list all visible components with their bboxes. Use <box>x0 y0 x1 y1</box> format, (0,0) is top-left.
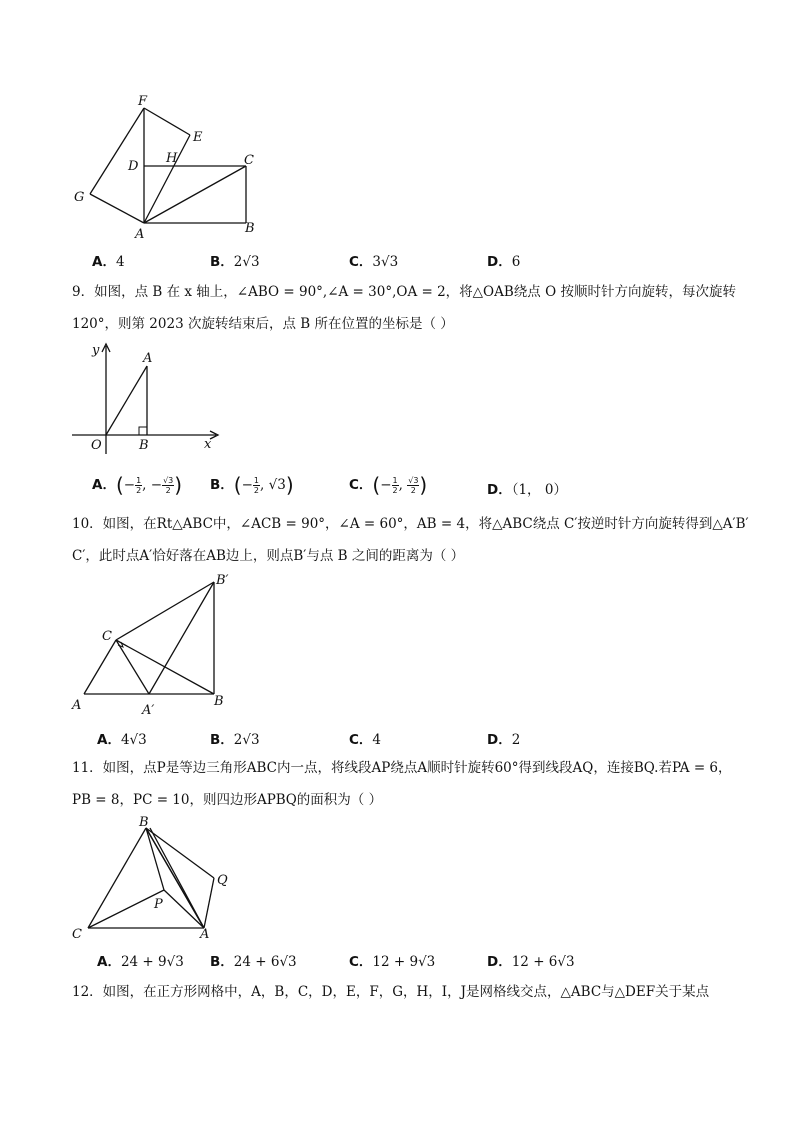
label-D: D <box>128 159 139 174</box>
q11-option-d-letter: D． <box>487 954 512 970</box>
q8-option-c-letter: C． <box>349 254 373 270</box>
q9-option-b-letter: B． <box>210 477 234 493</box>
figure-q11 <box>66 812 246 948</box>
q11-option-b[interactable] <box>210 950 297 970</box>
q9-option-a[interactable]: A．(− $\frac{1}{2}$ , − $\frac{√3}{2}$ ) <box>92 473 183 497</box>
label-H: H <box>166 151 178 166</box>
q10-label-B-prime: B′ <box>216 573 229 588</box>
q8-option-b-letter: B． <box>210 254 234 270</box>
q11-label-C: C <box>72 927 82 942</box>
q10-option-d-letter: D． <box>487 732 512 748</box>
q9-label-y: y <box>92 343 100 358</box>
q8-option-b-value: 2√3 <box>233 254 260 270</box>
q10-label-A: A <box>72 698 82 713</box>
label-B: B <box>245 221 255 236</box>
q8-option-a-letter: A． <box>92 254 116 270</box>
q9-option-c-frac1: $\frac{1}{2}$ <box>392 475 398 495</box>
q11-option-d[interactable] <box>487 950 575 970</box>
q8-option-d-value: 6 <box>511 254 521 270</box>
q11-option-a-letter: A． <box>97 954 121 970</box>
q9-option-b-second: √3 <box>268 477 286 493</box>
q11-label-B: B <box>139 815 149 830</box>
q9-stem-line2: 120°，则第 2023 次旋转结束后，点 B 所在位置的坐标是（ ） <box>72 316 454 332</box>
q10-option-a-value: 4√3 <box>120 732 147 748</box>
q9-option-b[interactable]: B．(− $\frac{1}{2}$ , √3) <box>210 473 294 497</box>
q9-option-a-sign1: − <box>123 477 136 493</box>
q10-stem-line1: 10．如图，在Rt△ABC中，∠ACB = 90°，∠A = 60°，AB = 4，将△ABC绕点 C′按逆时针方向旋转得到△A′B′ <box>72 516 749 532</box>
label-F: F <box>138 94 148 109</box>
q9-option-b-frac1: $\frac{1}{2}$ <box>253 475 260 495</box>
q11-stem-line2: PB = 8，PC = 10，则四边形APBQ的面积为（ ） <box>72 792 383 808</box>
q8-option-a[interactable] <box>92 250 125 270</box>
q11-option-b-letter: B． <box>210 954 234 970</box>
q9-label-x: x <box>204 437 212 452</box>
q11-stem-line1: 11．如图，点P是等边三角形ABC内一点，将线段AP绕点A顺时针旋转60°得到线段AQ，连接BQ.若PA = 6， <box>72 760 732 776</box>
q10-label-C: C <box>102 629 112 644</box>
q11-option-c-letter: C． <box>349 954 373 970</box>
q10-option-c-value: 4 <box>372 732 382 748</box>
q11-option-a-value: 24 + 9√3 <box>120 954 184 970</box>
q8-option-d-letter: D． <box>487 254 512 270</box>
q9-label-B: B <box>139 438 149 453</box>
q9-option-a-letter: A． <box>92 477 116 493</box>
q9-option-a-frac2: $\frac{√3}{2}$ <box>163 475 174 495</box>
q8-option-d[interactable] <box>487 250 520 270</box>
label-C: C <box>244 153 254 168</box>
q11-option-b-value: 24 + 6√3 <box>233 954 297 970</box>
label-A: A <box>135 227 145 242</box>
q11-option-c[interactable] <box>349 950 435 970</box>
q10-option-b[interactable] <box>210 728 260 748</box>
q9-label-O: O <box>91 438 102 453</box>
q9-option-a-frac1: $\frac{1}{2}$ <box>136 475 142 495</box>
figure-q9 <box>66 338 226 456</box>
q9-option-c-letter: C． <box>349 477 373 493</box>
q9-stem-line1: 9．如图，点 B 在 x 轴上，∠ABO = 90°,∠A = 30°,OA = 2，将△OAB绕点 O 按顺时针方向旋转，每次旋转 <box>72 284 736 300</box>
q12-stem-line1: 12．如图，在正方形网格中，A，B，C，D，E，F，G，H，I，J是网格线交点，△ABC与△DEF关于某点 <box>72 984 710 1000</box>
q11-option-c-value: 12 + 9√3 <box>372 954 436 970</box>
q9-option-d[interactable] <box>487 478 567 498</box>
q8-option-b[interactable] <box>210 250 260 270</box>
q10-label-B: B <box>214 694 224 709</box>
q11-option-d-value: 12 + 6√3 <box>511 954 575 970</box>
q9-option-c-sign1: − <box>380 477 392 493</box>
q9-option-d-value: （1， 0） <box>511 482 567 498</box>
label-G: G <box>74 190 85 205</box>
q10-option-b-value: 2√3 <box>233 732 260 748</box>
q9-option-c-frac2: $\frac{√3}{2}$ <box>408 475 419 495</box>
q11-option-a[interactable] <box>97 950 184 970</box>
q10-option-d-value: 2 <box>511 732 521 748</box>
q10-label-A-prime: A′ <box>142 703 155 718</box>
q10-option-c-letter: C． <box>349 732 373 748</box>
figure-q10 <box>66 572 246 720</box>
q10-option-a[interactable] <box>97 728 147 748</box>
q9-option-a-sign2: − <box>150 477 163 493</box>
q11-label-Q: Q <box>217 873 228 888</box>
q10-option-d[interactable] <box>487 728 520 748</box>
label-E: E <box>193 130 203 145</box>
q11-label-A: A <box>200 927 210 942</box>
q10-stem-line2: C′，此时点A′恰好落在AB边上，则点B′与点 B 之间的距离为（ ） <box>72 548 465 564</box>
q11-label-P: P <box>154 897 163 912</box>
q8-option-a-value: 4 <box>115 254 125 270</box>
q10-option-b-letter: B． <box>210 732 234 748</box>
figure-q8 <box>60 88 280 248</box>
q8-option-c-value: 3√3 <box>372 254 399 270</box>
q9-option-d-letter: D． <box>487 482 512 498</box>
q9-option-c[interactable]: C．(− $\frac{1}{2}$ , $\frac{√3}{2}$ ) <box>349 473 428 497</box>
q8-option-c[interactable] <box>349 250 398 270</box>
q9-label-A: A <box>143 351 153 366</box>
q10-option-c[interactable] <box>349 728 381 748</box>
q9-option-b-sign1: − <box>241 477 253 493</box>
q10-option-a-letter: A． <box>97 732 121 748</box>
